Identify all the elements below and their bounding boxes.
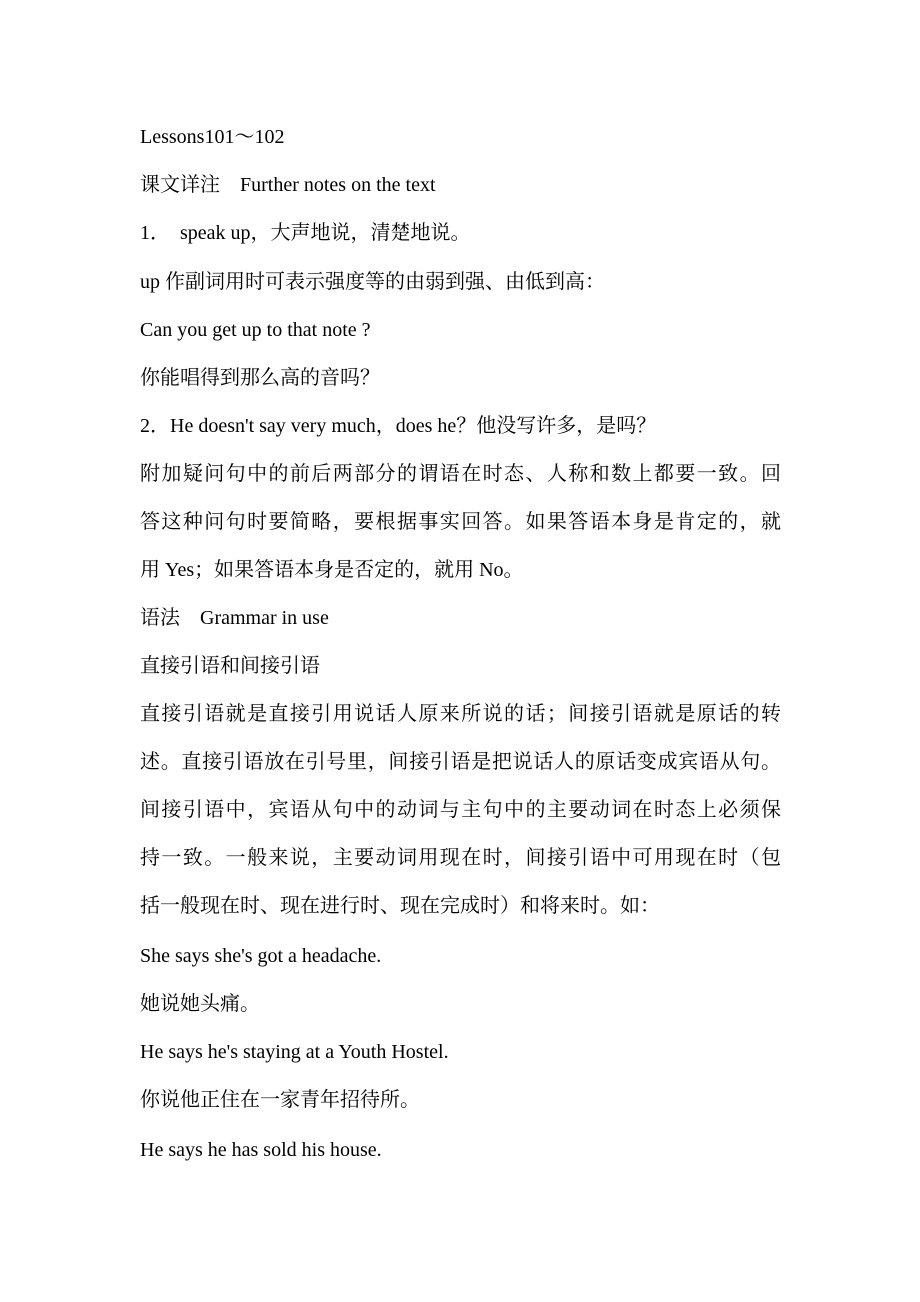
grammar-text-line: 直接引语就是直接引用说话人原来所说的话；间接引语就是原话的转 <box>140 703 781 725</box>
note-2-heading: 2．He doesn't say very much，does he？他没写许多，是吗？ <box>140 415 657 437</box>
lesson-title: Lessons101～102 <box>140 126 285 148</box>
grammar-text-line: 括一般现在时、现在进行时、现在完成时）和将来时。如： <box>140 895 660 917</box>
note-1-heading: 1． speak up，大声地说，清楚地说。 <box>140 222 471 244</box>
grammar-text-line: 间接引语中，宾语从句中的动词与主句中的主要动词在时态上必须保 <box>140 799 781 821</box>
example-sentence-en: Can you get up to that note ? <box>140 319 371 341</box>
grammar-text-line: 述。直接引语放在引号里，间接引语是把说话人的原话变成宾语从句。 <box>140 751 781 773</box>
example-sentence-en: He says he's staying at a Youth Hostel. <box>140 1041 449 1063</box>
example-sentence-zh: 你能唱得到那么高的音吗？ <box>140 367 380 389</box>
note-2-text-line: 附加疑问句中的前后两部分的谓语在时态、人称和数上都要一致。回 <box>140 463 781 485</box>
example-sentence-en: He says he has sold his house. <box>140 1139 382 1161</box>
grammar-text-line: 持一致。一般来说，主要动词用现在时，间接引语中可用现在时（包 <box>140 847 781 869</box>
example-sentence-zh: 你说他正住在一家青年招待所。 <box>140 1089 420 1111</box>
example-sentence-en: She says she's got a headache. <box>140 945 382 967</box>
example-sentence-zh: 她说她头痛。 <box>140 993 260 1015</box>
note-2-text-line: 用 Yes；如果答语本身是否定的，就用 No。 <box>140 559 524 581</box>
grammar-subheading: 直接引语和间接引语 <box>140 655 320 677</box>
section-heading-notes: 课文详注 Further notes on the text <box>140 174 436 196</box>
note-1-text: up 作副词用时可表示强度等的由弱到强、由低到高： <box>140 271 605 293</box>
note-2-text-line: 答这种问句时要简略，要根据事实回答。如果答语本身是肯定的，就 <box>140 511 781 533</box>
section-heading-grammar: 语法 Grammar in use <box>140 607 329 629</box>
